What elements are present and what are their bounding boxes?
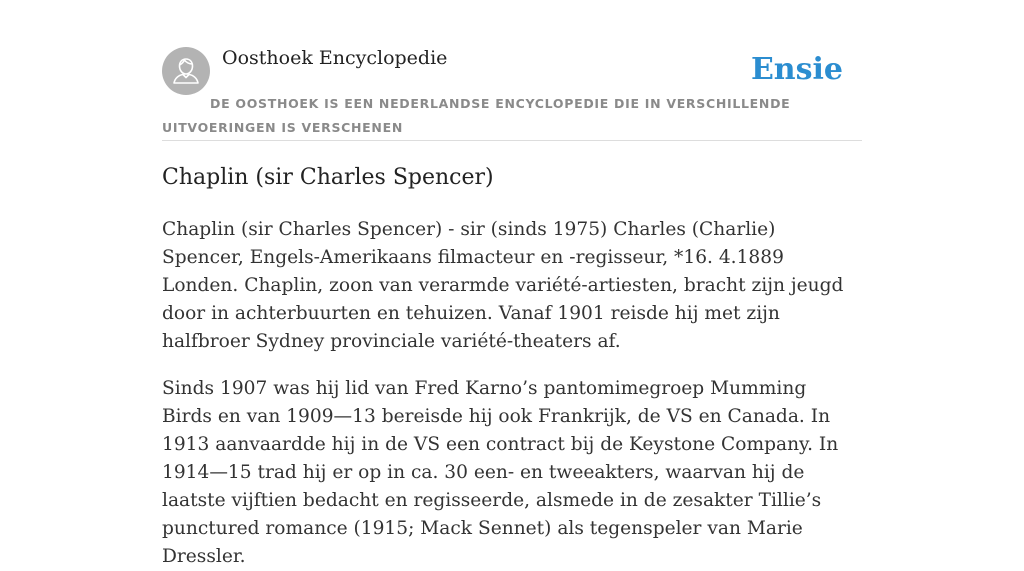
site-header (162, 46, 862, 141)
site-name[interactable]: Oosthoek Encyclopedie (222, 47, 448, 69)
article (162, 160, 862, 571)
user-silhouette-icon[interactable] (162, 47, 210, 95)
article-paragraph: Chaplin (sir Charles Spencer) - sir (sinds 1975) Charles (Charlie) Spencer, Engels-Amerikaans filmacteur en -regisseur, *16. 4.1889 Londen. Chaplin, zoon van verarmde variété-artiesten, bracht zijn jeugd door in achterbuurten en tehuizen. Vanaf 1901 reisde hij met zijn halfbroer Sydney provinciale variété-theaters af. (162, 219, 844, 352)
article-paragraph: Sinds 1907 was hij lid van Fred Karno’s pantomimegroep Mumming Birds en van 1909—13 bereisde hij ook Frankrijk, de VS en Canada. In 1913 aanvaardde hij in de VS een contract bij de Keystone Company. In 1914—15 trad hij er op in ca. 30 een- en tweeakters, waarvan hij de laatste vijftien bedacht en regisseerde, alsmede in de zesakter Tillie’s punctured romance (1915; Mack Sennet) als tegenspeler van Marie Dressler. (162, 378, 839, 567)
brand-logo[interactable]: Ensie (750, 52, 843, 87)
site-tagline: DE OOSTHOEK IS EEN NEDERLANDSE ENCYCLOPEDIE DIE IN VERSCHILLENDE UITVOERINGEN IS VERSCHENEN (162, 96, 791, 135)
article-title: Chaplin (sir Charles Spencer) (162, 165, 494, 190)
